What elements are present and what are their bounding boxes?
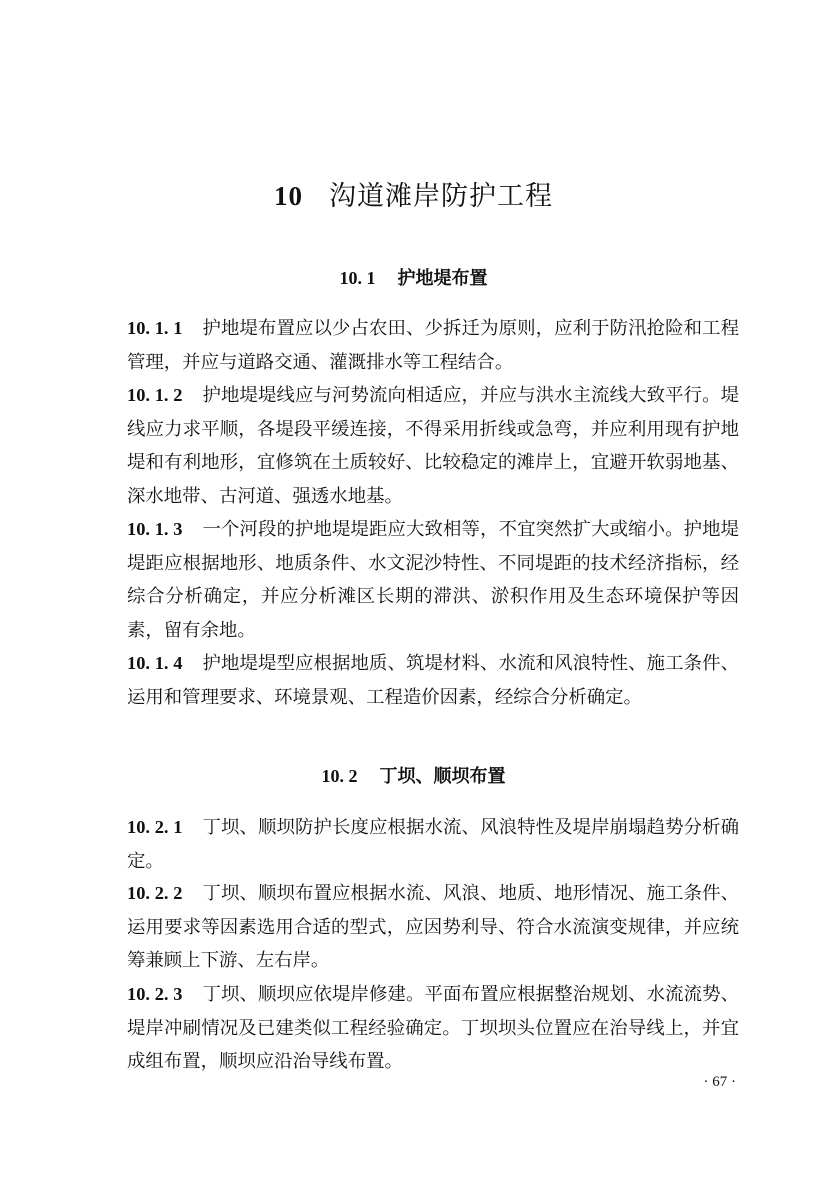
clause [127, 811, 739, 878]
section-heading [0, 264, 827, 293]
chapter-title [0, 176, 827, 217]
clause [127, 647, 739, 714]
section-title: 丁坝、顺坝布置 [379, 766, 506, 787]
clause-number: 10. 1. 3 [127, 519, 183, 539]
chapter-number: 10 [274, 181, 303, 211]
clause-text: 护地堤堤型应根据地质、筑堤材料、水流和风浪特性、施工条件、运用和管理要求、环境景观、工程造价因素，经综合分析确定。 [127, 653, 739, 708]
clause-number: 10. 2. 1 [127, 817, 183, 837]
clause-text: 丁坝、顺坝布置应根据水流、风浪、地质、地形情况、施工条件、运用要求等因素选用合适的型式，应因势利导、符合水流演变规律，并应统筹兼顾上下游、左右岸。 [127, 883, 739, 971]
section-number: 10. 1 [339, 268, 376, 288]
clause-text: 护地堤堤线应与河势流向相适应，并应与洪水主流线大致平行。堤线应力求平顺，各堤段平缓连接，不得采用折线或急弯，并应利用现有护地堤和有利地形，宜修筑在土质较好、比较稳定的滩岸上，宜避开软弱地基、深水地带、古河道、强透水地基。 [127, 385, 739, 507]
clause [127, 978, 739, 1079]
clause-text: 护地堤布置应以少占农田、少拆迁为原则，应利于防汛抢险和工程管理，并应与道路交通、灌溉排水等工程结合。 [127, 318, 739, 373]
chapter-title-text: 沟道滩岸防护工程 [329, 181, 553, 212]
clause-number: 10. 2. 3 [127, 984, 183, 1004]
section-number: 10. 2 [321, 766, 358, 786]
clause-number: 10. 2. 2 [127, 883, 183, 903]
clause-text: 丁坝、顺坝应依堤岸修建。平面布置应根据整治规划、水流流势、堤岸冲刷情况及已建类似工程经验确定。丁坝坝头位置应在治导线上，并宜成组布置，顺坝应沿治导线布置。 [127, 984, 739, 1072]
clause [127, 877, 739, 978]
clause [127, 379, 739, 513]
clause [127, 312, 739, 379]
clause-text: 丁坝、顺坝防护长度应根据水流、风浪特性及堤岸崩塌趋势分析确定。 [127, 817, 739, 872]
clause-number: 10. 1. 4 [127, 653, 183, 673]
page-number: · 67 · [703, 1074, 736, 1090]
section-title: 护地堤布置 [397, 268, 488, 289]
clause [127, 513, 739, 647]
section-heading [0, 762, 827, 791]
clause-number: 10. 1. 2 [127, 385, 183, 405]
clause-number: 10. 1. 1 [127, 318, 183, 338]
clause-text: 一个河段的护地堤堤距应大致相等，不宜突然扩大或缩小。护地堤堤距应根据地形、地质条件、水文泥沙特性、不同堤距的技术经济指标，经综合分析确定，并应分析滩区长期的滞洪、淤积作用及生态环境保护等因素，留有余地。 [127, 519, 739, 641]
